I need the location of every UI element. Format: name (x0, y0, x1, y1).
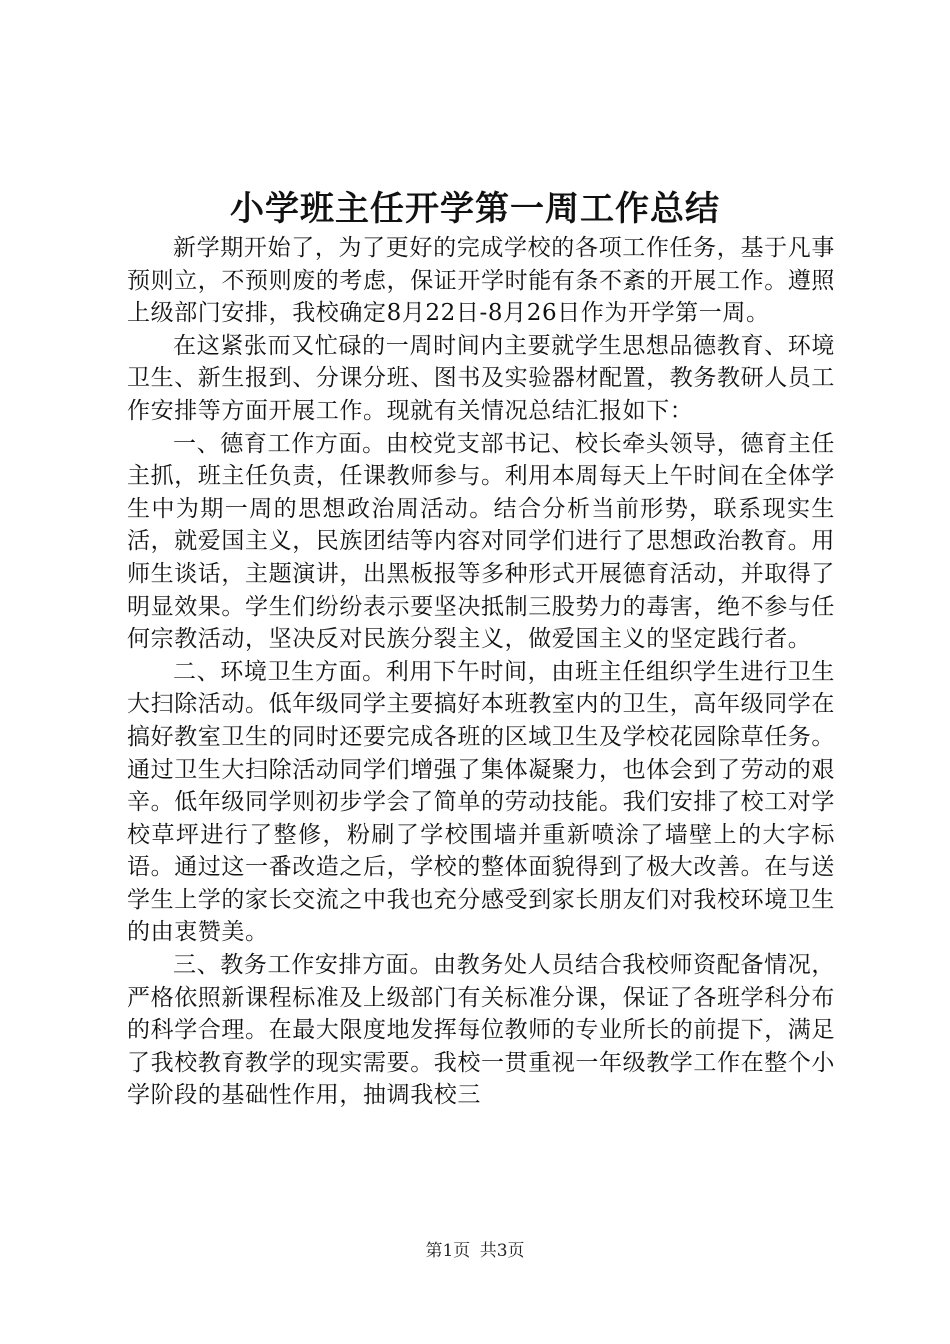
paragraph-intro: 新学期开始了，为了更好的完成学校的各项工作任务，基于凡事预则立，不预则废的考虑，保证开学时能有条不紊的开展工作。遵照上级部门安排，我校确定8月22日-8月26日作为开学第一周。 (127, 235, 835, 327)
document-title: 小学班主任开学第一周工作总结 (230, 189, 720, 229)
document-body (127, 232, 835, 1112)
page-total: 共3页 (479, 1241, 525, 1261)
page-footer (0, 1240, 950, 1262)
paragraph-environment-hygiene: 二、环境卫生方面。利用下午时间，由班主任组织学生进行卫生大扫除活动。低年级同学主要搞好本班教室内的卫生，高年级同学在搞好教室卫生的同时还要完成各班的区域卫生及学校花园除草任务。通过卫生大扫除活动同学们增强了集体凝聚力，也体会到了劳动的艰辛。低年级同学则初步学会了简单的劳动技能。我们安排了校工对学校草坪进行了整修，粉刷了学校围墙并重新喷涂了墙壁上的大字标语。通过这一番改造之后，学校的整体面貌得到了极大改善。在与送学生上学的家长交流之中我也充分感受到家长朋友们对我校环境卫生的由衷赞美。 (127, 658, 835, 946)
page-number: 第1页 (425, 1241, 471, 1261)
paragraph-academic-affairs: 三、教务工作安排方面。由教务处人员结合我校师资配备情况，严格依照新课程标准及上级部门有关标准分课，保证了各班学科分布的科学合理。在最大限度地发挥每位教师的专业所长的前提下，满足了我校教育教学的现实需要。我校一贯重视一年级教学工作在整个小学阶段的基础性作用，抽调我校三 (127, 952, 835, 1109)
paragraph-overview: 在这紧张而又忙碌的一周时间内主要就学生思想品德教育、环境卫生、新生报到、分课分班、图书及实验器材配置，教务教研人员工作安排等方面开展工作。现就有关情况总结汇报如下： (127, 332, 835, 424)
paragraph-moral-education: 一、德育工作方面。由校党支部书记、校长牵头领导，德育主任主抓，班主任负责，任课教师参与。利用本周每天上午时间在全体学生中为期一周的思想政治周活动。结合分析当前形势，联系现实生活，就爱国主义，民族团结等内容对同学们进行了思想政治教育。用师生谈话，主题演讲，出黑板报等多种形式开展德育活动，并取得了明显效果。学生们纷纷表示要坚决抵制三股势力的毒害，绝不参与任何宗教活动，坚决反对民族分裂主义，做爱国主义的坚定践行者。 (127, 430, 835, 653)
